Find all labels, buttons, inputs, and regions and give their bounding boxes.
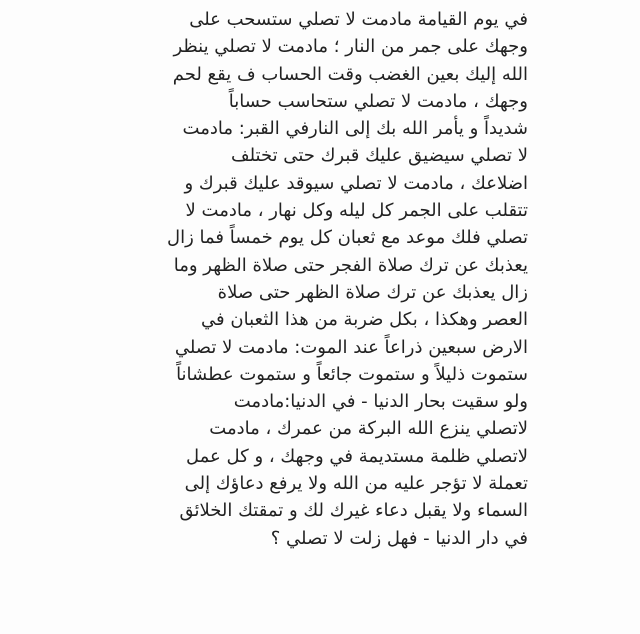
text-line: السماء ولا يقبل دعاء غيرك لك و تمقتك الخلائق: [179, 500, 528, 522]
text-line: لاتصلي ظلمة مستديمة في وجهك ، و كل عمل: [186, 445, 528, 467]
text-line: تصلي فلك موعد مع ثعبان كل يوم خمساً فما زال: [167, 227, 528, 249]
text-line: تتقلب على الجمر كل ليله وكل نهار ، مادمت لا: [185, 200, 528, 222]
text-line: الله إليك بعين الغضب وقت الحساب ف يقع لحم: [172, 63, 528, 85]
text-block: [90, 6, 528, 552]
text-line: في دار الدنيا - فهل زلت لا تصلي ؟: [270, 527, 528, 549]
text-line: الارض سبعين ذراعاً عند الموت: مادمت لا تصلي: [174, 336, 528, 358]
text-line: زال يعذبك عن ترك صلاة الظهر حتى صلاة: [217, 281, 528, 303]
text-line: وجهك ، مادمت لا تصلي ستحاسب حساباً: [228, 90, 528, 112]
text-line: لاتصلي ينزع الله البركة من عمرك ، مادمت: [209, 418, 528, 440]
text-line: في يوم القيامة مادمت لا تصلي ستسحب على: [189, 9, 528, 30]
text-line: اضلاعك ، مادمت لا تصلي سيوقد عليك قبرك و: [184, 172, 528, 194]
text-line: شديداً و يأمر الله بك إلى النارفي القبر: مادمت: [182, 118, 528, 140]
text-line: لا تصلي سيضيق عليك قبرك حتى تختلف: [230, 145, 528, 167]
text-line: ستموت ذليلاً و ستموت جائعاً و ستموت عطشاناً: [176, 363, 528, 385]
text-line: تعملة لا تؤجر عليه من الله ولا يرفع دعاؤك إلى: [184, 473, 528, 495]
text-line: يعذبك عن ترك صلاة الفجر حتى صلاة الظهر وما: [173, 254, 528, 276]
text-line: وجهك على جمر من النار ؛ مادمت لا تصلي ينظر: [173, 36, 528, 58]
text-line: العصر وهكذا ، بكل ضربة من هذا الثعبان في: [201, 309, 528, 331]
text-line: ولو سقيت بحار الدنيا - في الدنيا:مادمت: [233, 391, 528, 413]
